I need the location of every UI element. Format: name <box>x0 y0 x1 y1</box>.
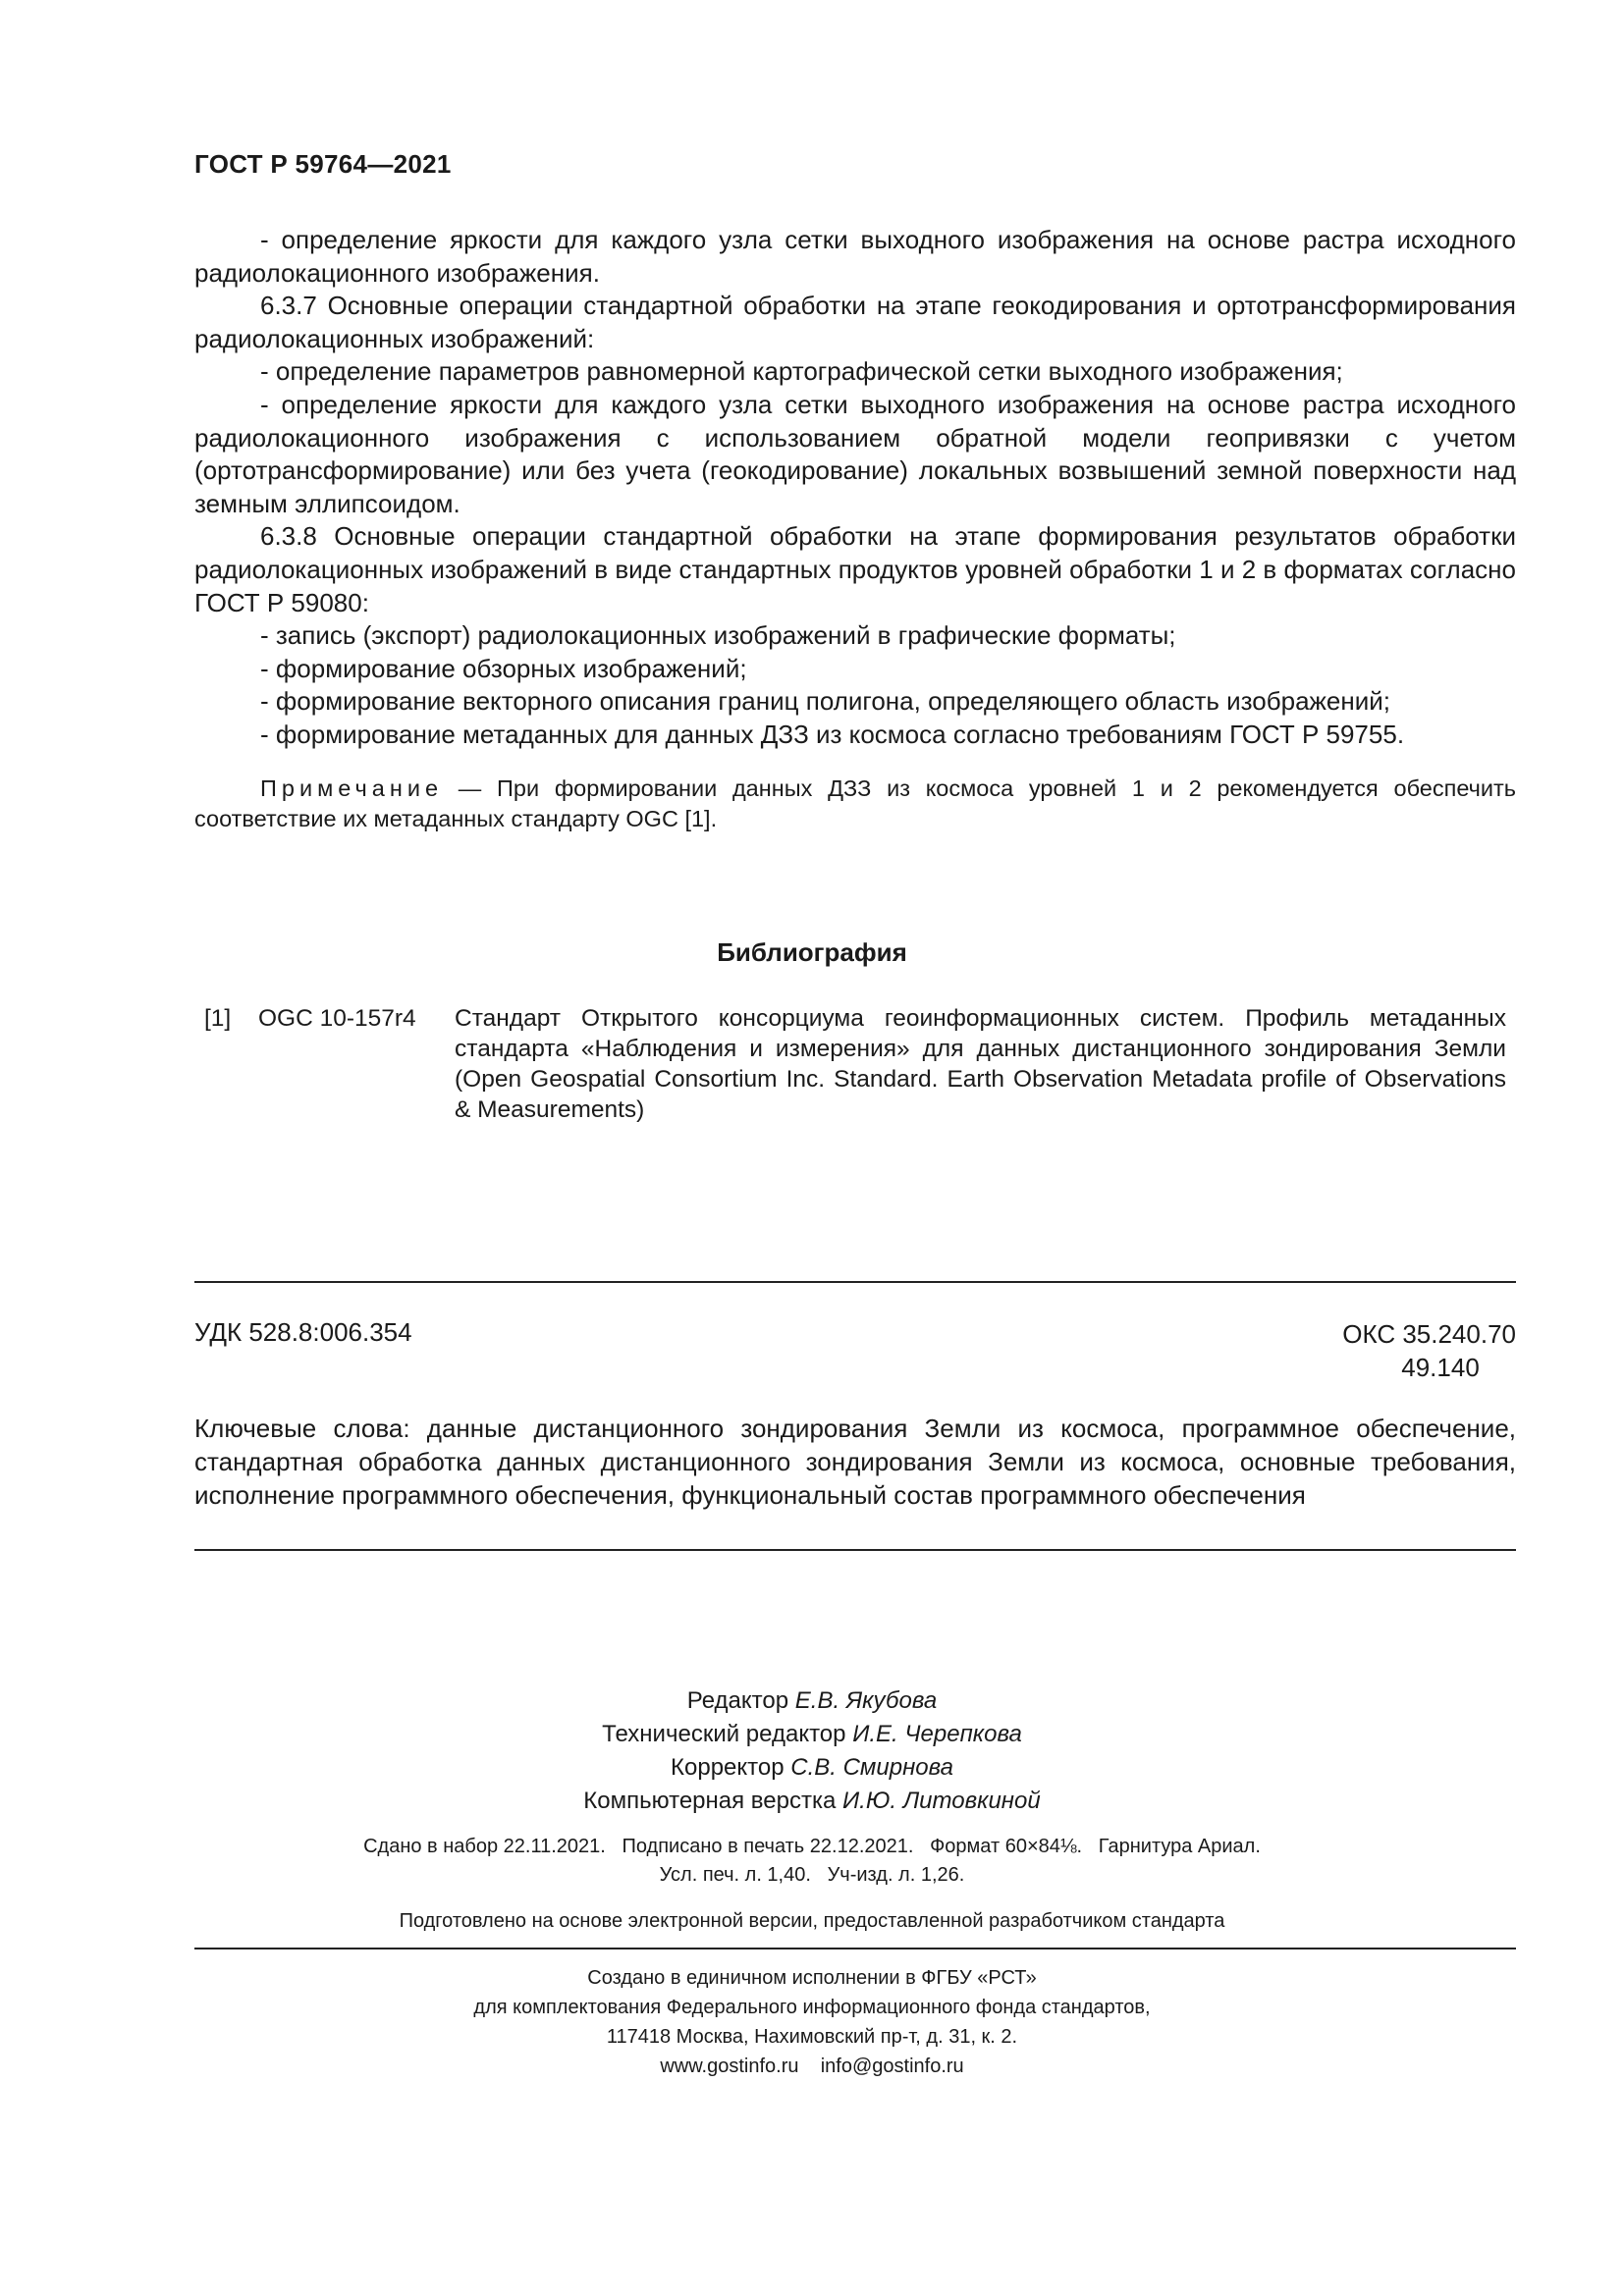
paragraph: - формирование обзорных изображений; <box>260 653 747 683</box>
staff-line <box>0 1785 1624 1818</box>
staff-name: Е.В. Якубова <box>794 1687 938 1714</box>
staff-line <box>0 1718 1624 1751</box>
paragraph: - формирование векторного описания границ полигона, определяющего область изображений; <box>260 686 1391 717</box>
paragraph: 6.3.7 Основные операции стандартной обработки на этапе геокодирования и ортотрансформирования радиолокационных изображений: <box>194 291 1516 353</box>
footer-line: 117418 Москва, Нахимовский пр-т, д. 31, к. 2. <box>606 2026 1018 2048</box>
staff-line <box>0 1684 1624 1718</box>
publisher-footer <box>0 1963 1624 2081</box>
divider <box>194 1549 1516 1551</box>
staff-name: И.Ю. Литовкиной <box>842 1788 1041 1814</box>
standard-code-header: ГОСТ Р 59764—2021 <box>194 149 452 179</box>
paragraph: - запись (экспорт) радиолокационных изображений в графические форматы; <box>260 620 1176 651</box>
imprint-line: Усл. печ. л. 1,40. Уч-изд. л. 1,26. <box>659 1864 965 1886</box>
staff-role: Редактор <box>686 1687 789 1714</box>
note-text: — При формировании данных ДЗЗ из космоса уровней 1 и 2 рекомендуется обеспечить соответствие их метаданных стандарту OGC [1]. <box>194 774 1516 831</box>
editorial-staff <box>0 1684 1624 1818</box>
keywords: Ключевые слова: данные дистанционного зондирования Земли из космоса, программное обеспечение, стандартная обработка данных дистанционного зондирования Земли из космоса, основные требования, исполнение программного обеспечения, функциональный состав программного обеспечения <box>194 1414 1516 1510</box>
note-label: Примечание <box>260 774 444 801</box>
bibliography-title: Библиография <box>717 937 907 967</box>
imprint-line: Сдано в набор 22.11.2021. Подписано в печать 22.12.2021. Формат 60×84⅛. Гарнитура Ариал. <box>363 1836 1261 1857</box>
staff-name: И.Е. Черепкова <box>852 1721 1022 1747</box>
staff-name: С.В. Смирнова <box>790 1754 953 1781</box>
imprint <box>0 1833 1624 1890</box>
paragraph: - определение параметров равномерной картографической сетки выходного изображения; <box>260 356 1343 387</box>
oks-code <box>1342 1317 1516 1384</box>
udk-code: УДК 528.8:006.354 <box>194 1317 412 1347</box>
paragraph: 6.3.8 Основные операции стандартной обработки на этапе формирования результатов обработки радиолокационных изображений в виде стандартных продуктов уровней обработки 1 и 2 в форматах согласно ГОСТ Р 59080: <box>194 521 1516 617</box>
divider <box>194 1281 1516 1283</box>
bibliography-text: Стандарт Открытого консорциума геоинформационных систем. Профиль метаданных стандарта «Наблюдения и измерения» для данных дистанционного зондирования Земли (Open Geospatial Consortium Inc. Standard. Earth Observation Metadata profile of Observations & Measurements) <box>455 1005 1506 1123</box>
prepared-note: Подготовлено на основе электронной версии, предоставленной разработчиком стандарта <box>399 1910 1225 1932</box>
staff-role: Технический редактор <box>602 1721 846 1747</box>
divider <box>194 1948 1516 1949</box>
staff-role: Корректор <box>671 1754 785 1781</box>
footer-line: Создано в единичном исполнении в ФГБУ «РСТ» <box>587 1967 1037 1989</box>
staff-line <box>0 1751 1624 1785</box>
bibliography-number: [1] <box>204 1005 232 1032</box>
paragraph: - определение яркости для каждого узла сетки выходного изображения на основе растра исходного радиолокационного изображения с использованием обратной модели геопривязки с учетом (ортотрансформирование) или без учета (геокодирование) локальных возвышений земной поверхности над земным эллипсоидом. <box>194 389 1516 518</box>
paragraph: - определение яркости для каждого узла сетки выходного изображения на основе растра исходного радиолокационного изображения. <box>194 225 1516 288</box>
paragraph: - формирование метаданных для данных ДЗЗ из космоса согласно требованиям ГОСТ Р 59755. <box>260 719 1405 749</box>
body-text <box>194 224 1516 834</box>
oks-line: 49.140 <box>1401 1353 1480 1382</box>
staff-role: Компьютерная верстка <box>583 1788 837 1814</box>
note <box>194 774 1516 834</box>
bibliography-code: OGC 10-157r4 <box>258 1005 416 1032</box>
oks-line: ОКС 35.240.70 <box>1342 1319 1516 1349</box>
footer-line: для комплектования Федерального информационного фонда стандартов, <box>473 1997 1151 2018</box>
footer-line: www.gostinfo.ru info@gostinfo.ru <box>660 2056 964 2077</box>
